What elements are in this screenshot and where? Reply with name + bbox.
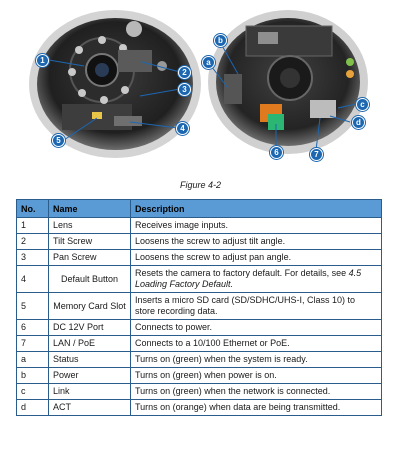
- header-description: Description: [131, 200, 382, 218]
- component-table: [16, 199, 382, 416]
- table-row: [17, 320, 382, 336]
- table-row: [17, 266, 382, 293]
- row-name: Tilt Screw: [49, 234, 131, 250]
- row-description: Turns on (green) when the network is connected.: [131, 384, 382, 400]
- row-no: a: [17, 352, 49, 368]
- row-name: LAN / PoE: [49, 336, 131, 352]
- camera-illustration-right: [198, 4, 384, 164]
- callout-7: 7: [310, 148, 323, 161]
- callout-3: 3: [178, 83, 191, 96]
- callout-6: 6: [270, 146, 283, 159]
- row-name: Pan Screw: [49, 250, 131, 266]
- row-no: 5: [17, 293, 49, 320]
- callout-5: 5: [52, 134, 65, 147]
- row-description: Loosens the screw to adjust pan angle.: [131, 250, 382, 266]
- table-row: [17, 368, 382, 384]
- callout-2: 2: [178, 66, 191, 79]
- row-description: [131, 266, 382, 293]
- row-name: Lens: [49, 218, 131, 234]
- row-description: Receives image inputs.: [131, 218, 382, 234]
- table-row: [17, 352, 382, 368]
- row-description: Connects to power.: [131, 320, 382, 336]
- table-row: [17, 250, 382, 266]
- row-no: 3: [17, 250, 49, 266]
- section-reference: 4.5 Loading Factory Default.: [135, 268, 362, 289]
- row-description: Turns on (green) when power is on.: [131, 368, 382, 384]
- table-row: [17, 336, 382, 352]
- row-description: Inserts a micro SD card (SD/SDHC/UHS-I, Class 10) to store recording data.: [131, 293, 382, 320]
- callout-1: 1: [36, 54, 49, 67]
- row-no: b: [17, 368, 49, 384]
- row-name: Power: [49, 368, 131, 384]
- row-name: ACT: [49, 400, 131, 416]
- camera-photo-lens-side: [22, 4, 208, 164]
- row-description: Turns on (orange) when data are being transmitted.: [131, 400, 382, 416]
- table-row: [17, 400, 382, 416]
- callout-b: b: [214, 34, 227, 47]
- row-name: Link: [49, 384, 131, 400]
- callout-d: d: [352, 116, 365, 129]
- row-name: DC 12V Port: [49, 320, 131, 336]
- row-description: Loosens the screw to adjust tilt angle.: [131, 234, 382, 250]
- table-row: [17, 384, 382, 400]
- callout-4: 4: [176, 122, 189, 135]
- table-row: [17, 218, 382, 234]
- row-name: Memory Card Slot: [49, 293, 131, 320]
- row-description: Connects to a 10/100 Ethernet or PoE.: [131, 336, 382, 352]
- row-name: Status: [49, 352, 131, 368]
- callout-a: a: [202, 56, 215, 69]
- table-header-row: [17, 200, 382, 218]
- row-no: c: [17, 384, 49, 400]
- row-no: 7: [17, 336, 49, 352]
- row-description-text: Resets the camera to factory default. For details, see: [135, 268, 349, 278]
- camera-photo-connector-side: [198, 4, 384, 164]
- figure-caption: Figure 4-2: [179, 180, 222, 190]
- row-no: 6: [17, 320, 49, 336]
- row-no: 4: [17, 266, 49, 293]
- table-row: [17, 293, 382, 320]
- row-name: Default Button: [49, 266, 131, 293]
- row-no: 2: [17, 234, 49, 250]
- header-name: Name: [49, 200, 131, 218]
- header-no: No.: [17, 200, 49, 218]
- row-description: Turns on (green) when the system is ready.: [131, 352, 382, 368]
- callout-c: c: [356, 98, 369, 111]
- row-no: d: [17, 400, 49, 416]
- table-row: [17, 234, 382, 250]
- row-no: 1: [17, 218, 49, 234]
